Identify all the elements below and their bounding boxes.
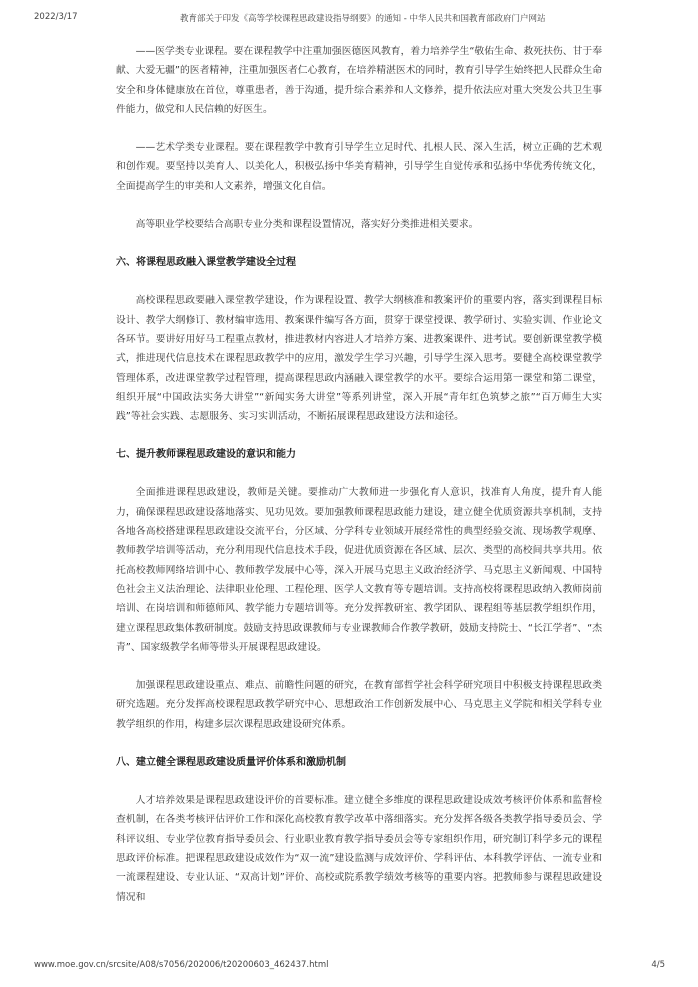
page-url: www.moe.gov.cn/srcsite/A08/s7056/202006/t20200603_462437.html <box>34 960 329 970</box>
print-date: 2022/3/17 <box>34 12 78 22</box>
paragraph-classroom-teaching: 高校课程思政要融入课堂教学建设，作为课程设置、教学大纲核准和教案评价的重要内容，落实到课程目标设计、教学大纲修订、教材编审选用、教案课件编写各方面，贯穿于课堂授课、教学研讨、实验实训、作业论文各环节。要讲好用好马工程重点教材，推进教材内容进人才培养方案、进教案课件、进考试。要创新课堂教学模式，推进现代信息技术在课程思政教学中的应用，激发学生学习兴趣，引导学生深入思考。要健全高校课堂教学管理体系，改进课堂教学过程管理，提高课程思政内涵融入课堂教学的水平。要综合运用第一课堂和第二课堂，组织开展“中国政法实务大讲堂”“新闻实务大讲堂”等系列讲堂，深入开展“青年红色筑梦之旅”“百万师生大实践”等社会实践、志愿服务、实习实训活动，不断拓展课程思政建设方法和途径。 <box>116 295 602 423</box>
print-footer <box>0 960 698 976</box>
paragraph-art-courses: ——艺术学类专业课程。要在课程教学中教育引导学生立足时代、扎根人民、深入生活，树立正确的艺术观和创作观。要坚持以美育人、以美化人，积极弘扬中华美育精神，引导学生自觉传承和弘扬中华优秀传统文化，全面提高学生的审美和人文素养，增强文化自信。 <box>116 142 602 192</box>
print-header <box>0 12 698 28</box>
page-title: 教育部关于印发《高等学校课程思政建设指导纲要》的通知 - 中华人民共和国教育部政府门户网站 <box>180 14 546 24</box>
paragraph-medical-courses: ——医学类专业课程。要在课程教学中注重加强医德医风教育，着力培养学生“敬佑生命、救死扶伤、甘于奉献、大爱无疆”的医者精神，注重加强医者仁心教育，在培养精湛医术的同时，教育引导学生始终把人民群众生命安全和身体健康放在首位，尊重患者，善于沟通，提升综合素养和人文修养，提升依法应对重大突发公共卫生事件能力，做党和人民信赖的好医生。 <box>116 46 602 115</box>
paragraph-research: 加强课程思政建设重点、难点、前瞻性问题的研究，在教育部哲学社会科学研究项目中积极支持课程思政类研究选题。充分发挥高校课程思政教学研究中心、思想政治工作创新发展中心、马克思主义学院和相关学科专业教学组织的作用，构建多层次课程思政建设研究体系。 <box>116 680 602 730</box>
paragraph-evaluation: 人才培养效果是课程思政建设评价的首要标准。建立健全多维度的课程思政建设成效考核评价体系和监督检查机制，在各类考核评估评价工作和深化高校教育教学改革中落细落实。充分发挥各级各类教学指导委员会、学科评议组、专业学位教育指导委员会、行业职业教育教学指导委员会等专家组织作用，研究制订科学多元的课程思政评价标准。把课程思政建设成效作为“双一流”建设监测与成效评价、学科评估、本科教学评估、一流专业和一流课程建设、专业认证、“双高计划”评价、高校或院系教学绩效考核等的重要内容。把教师参与课程思政建设情况和 <box>116 795 602 903</box>
section-heading-6: 六、将课程思政融入课堂教学建设全过程 <box>116 257 296 269</box>
paragraph-vocational-schools: 高等职业学校要结合高职专业分类和课程设置情况，落实好分类推进相关要求。 <box>135 219 479 231</box>
paragraph-teacher-ability: 全面推进课程思政建设，教师是关键。要推动广大教师进一步强化育人意识，找准育人角度，提升育人能力，确保课程思政建设落地落实、见功见效。要加强教师课程思政能力建设，建立健全优质资源共享机制，支持各地各高校搭建课程思政建设交流平台，分区域、分学科专业领域开展经常性的典型经验交流、现场教学观摩、教师教学培训等活动，充分利用现代信息技术手段，促进优质资源在各区域、层次、类型的高校间共享共用。依托高校教师网络培训中心、教师教学发展中心等，深入开展马克思主义政治经济学、马克思主义新闻观、中国特色社会主义法治理论、法律职业伦理、工程伦理、医学人文教育等专题培训。支持高校将课程思政纳入教师岗前培训、在岗培训和师德师风、教学能力专题培训等。充分发挥教研室、教学团队、课程组等基层教学组织作用，建立课程思政集体教研制度。鼓励支持思政课教师与专业课教师合作教学教研，鼓励支持院士、“长江学者”、“杰青”、国家级教学名师等带头开展课程思政建设。 <box>116 487 602 653</box>
section-heading-8: 八、建立健全课程思政建设质量评价体系和激励机制 <box>116 757 346 769</box>
document-body <box>116 42 602 907</box>
page-number: 4/5 <box>651 960 665 970</box>
section-heading-7: 七、提升教师课程思政建设的意识和能力 <box>116 449 296 461</box>
